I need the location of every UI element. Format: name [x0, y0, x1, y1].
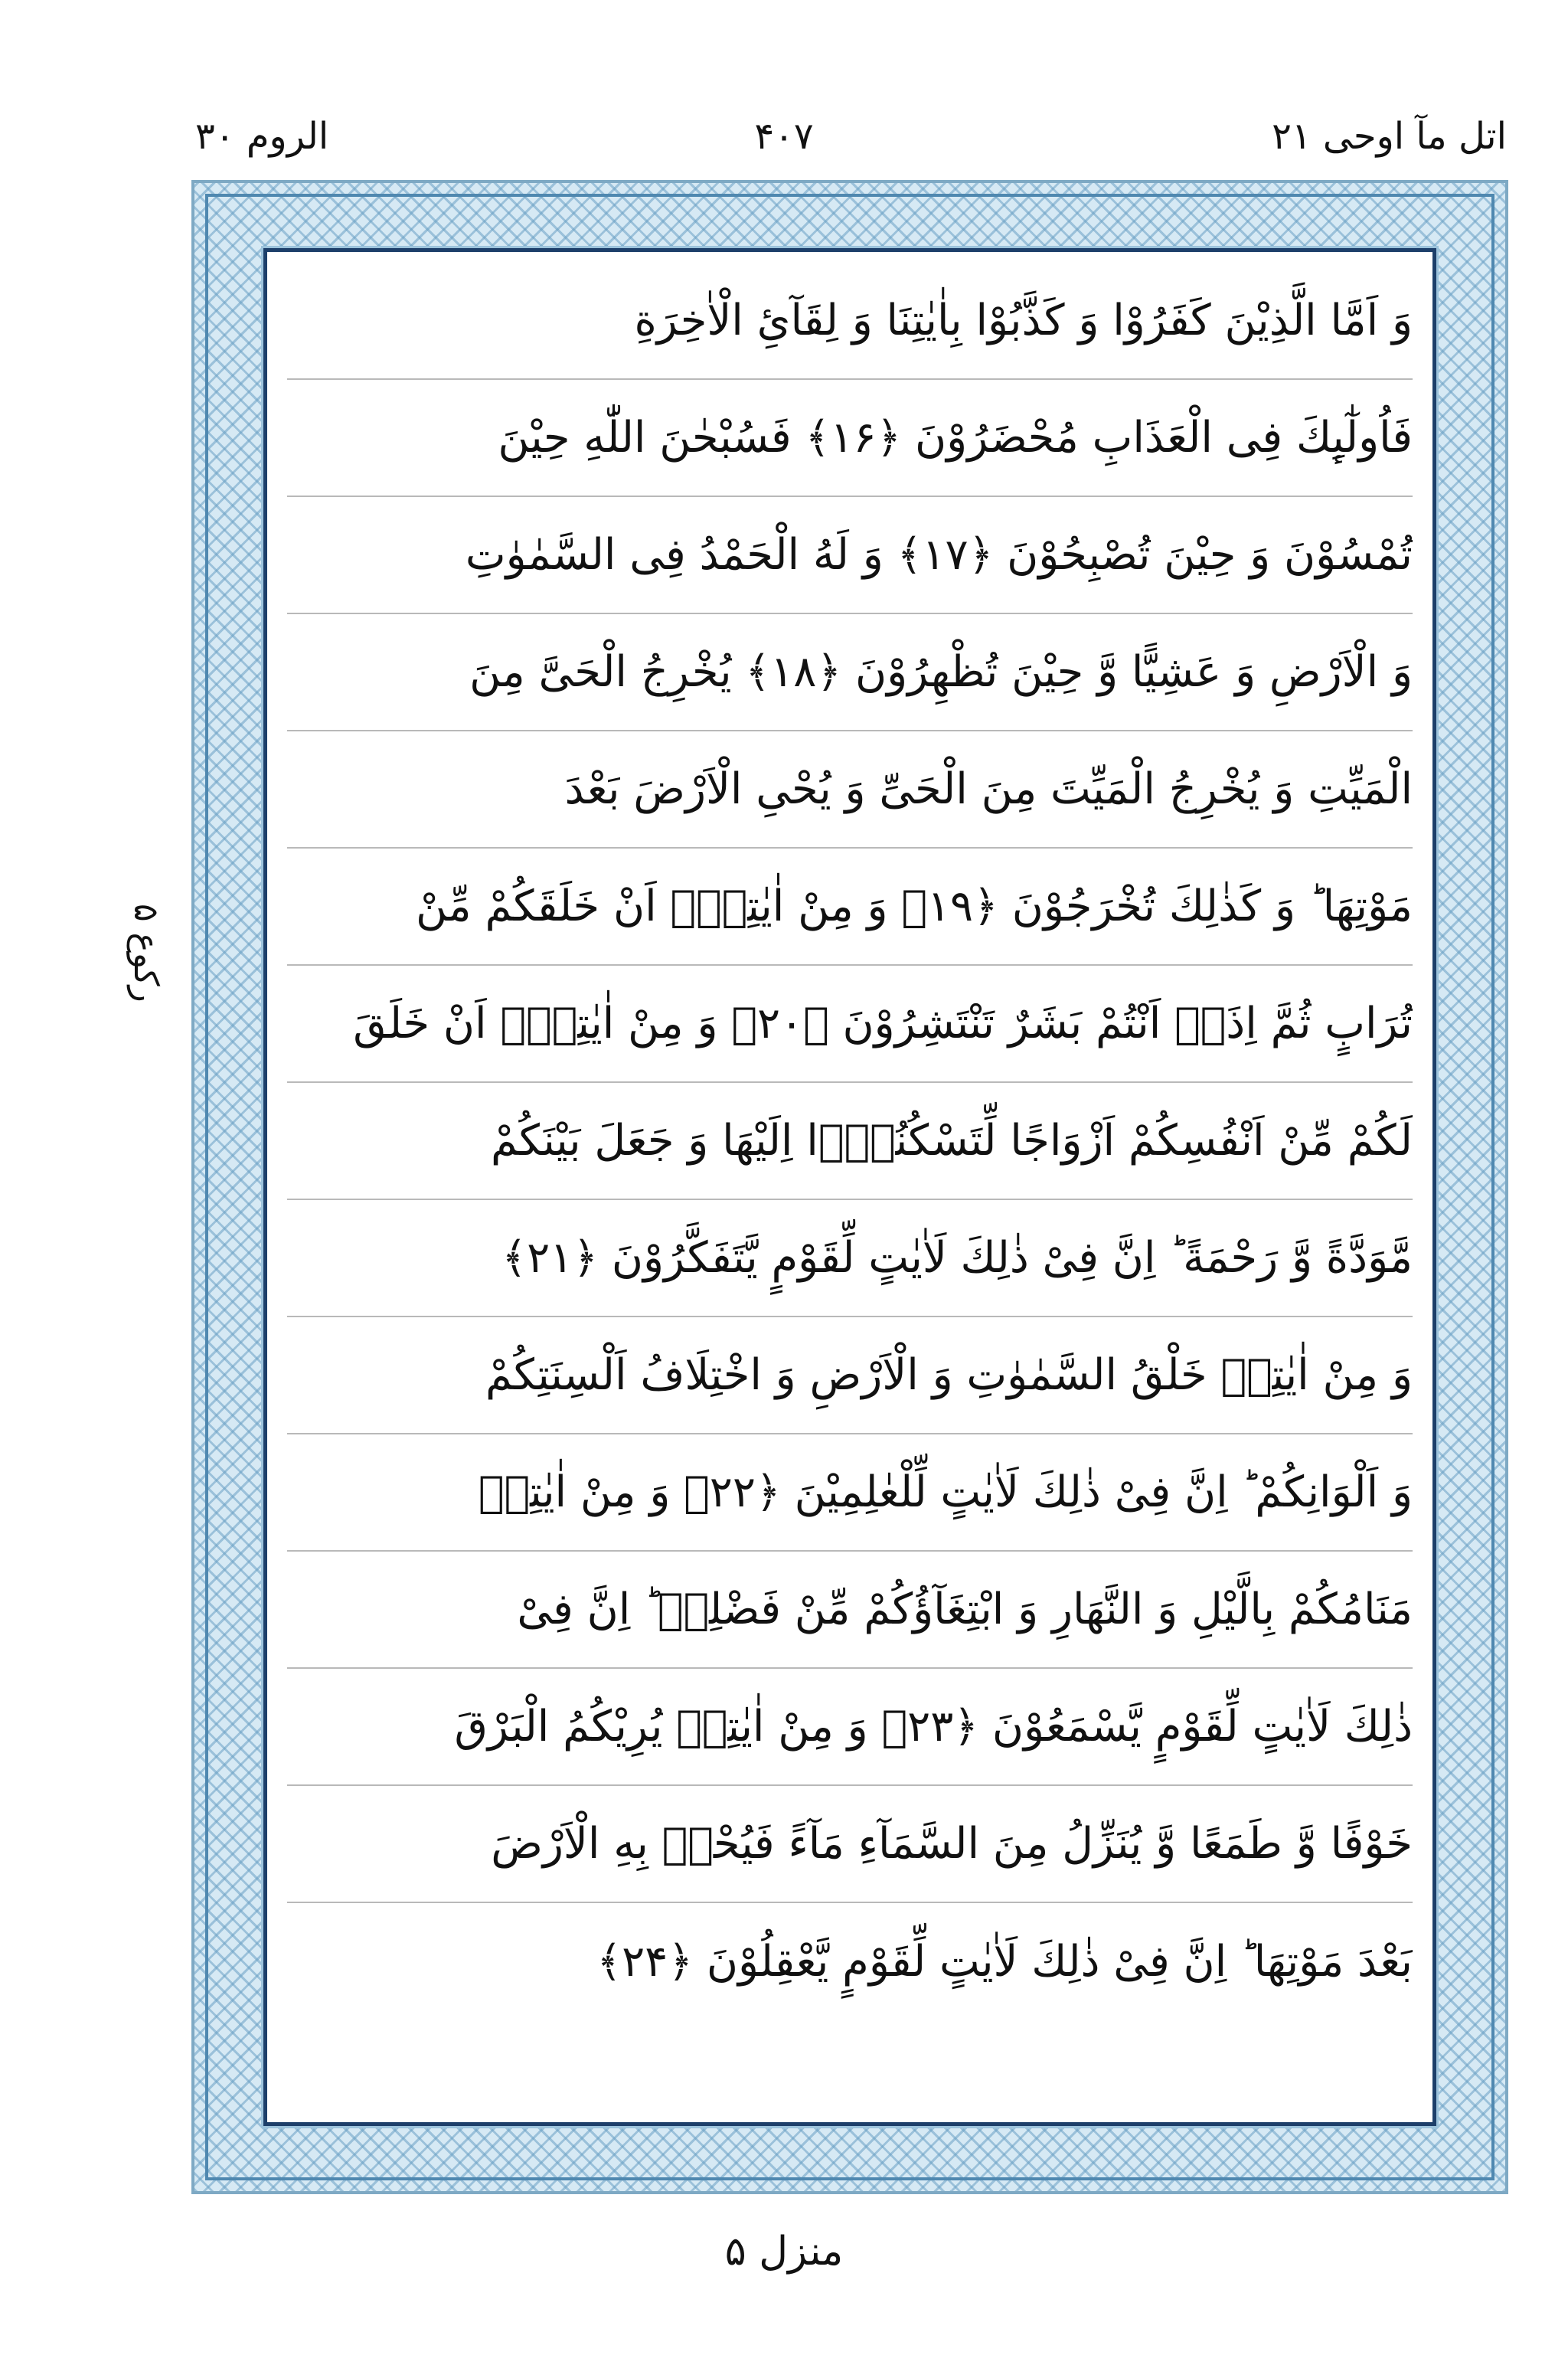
page-number: ۴۰۷ [754, 115, 814, 158]
juz-name: اتل مآ اوحی ۲۱ [1272, 115, 1507, 158]
ruku-marker: رکوع ۵ [126, 904, 165, 1003]
verse-line: خَوْفًا وَّ طَمَعًا وَّ یُنَزِّلُ مِنَ السَّمَآءِ مَآءً فَیُحْیٖ بِهِ الْاَرْضَ [287, 1786, 1413, 1903]
verse-line: تُرَابٍ ثُمَّ اِذَاۤ اَنْتُمْ بَشَرٌ تَنْتَشِرُوْنَ ﴿۲۰﴾ وَ مِنْ اٰیٰتِهٖۤ اَنْ خَلَقَ [287, 966, 1413, 1083]
verse-line: مَنَامُكُمْ بِالَّیْلِ وَ النَّهَارِ وَ ابْتِغَآؤُكُمْ مِّنْ فَضْلِهٖ ؕ اِنَّ فِیْ [287, 1552, 1413, 1669]
surah-name: الروم ۳۰ [195, 115, 329, 158]
verse-line: ذٰلِكَ لَاٰیٰتٍ لِّقَوْمٍ یَّسْمَعُوْنَ ﴿۲۳﴾ وَ مِنْ اٰیٰتِهٖ یُرِیْكُمُ الْبَرْقَ [287, 1669, 1413, 1786]
verse-line: وَ اَمَّا الَّذِیْنَ كَفَرُوْا وَ كَذَّبُوْا بِاٰیٰتِنَا وَ لِقَآئِ الْاٰخِرَةِ [287, 263, 1413, 380]
verse-line: مَّوَدَّةً وَّ رَحْمَةً ؕ اِنَّ فِیْ ذٰلِكَ لَاٰیٰتٍ لِّقَوْمٍ یَّتَفَكَّرُوْنَ ﴿۲۱﴾ [287, 1200, 1413, 1317]
verse-line: مَوْتِهَا ؕ وَ كَذٰلِكَ تُخْرَجُوْنَ ﴿۱۹﴾ وَ مِنْ اٰیٰتِهٖۤ اَنْ خَلَقَكُمْ مِّنْ [287, 849, 1413, 966]
verse-line: تُمْسُوْنَ وَ حِیْنَ تُصْبِحُوْنَ ﴿۱۷﴾ وَ لَهُ الْحَمْدُ فِی السَّمٰوٰتِ [287, 497, 1413, 614]
verse-line: الْمَیِّتِ وَ یُخْرِجُ الْمَیِّتَ مِنَ الْحَیِّ وَ یُحْیِ الْاَرْضَ بَعْدَ [287, 731, 1413, 849]
verse-line: بَعْدَ مَوْتِهَا ؕ اِنَّ فِیْ ذٰلِكَ لَاٰیٰتٍ لِّقَوْمٍ یَّعْقِلُوْنَ ﴿۲۴﴾ [596, 1936, 1413, 1987]
verse-line: لَكُمْ مِّنْ اَنْفُسِكُمْ اَزْوَاجًا لِّتَسْكُنُوْۤا اِلَیْهَا وَ جَعَلَ بَیْنَكُمْ [287, 1083, 1413, 1200]
quran-text-panel [263, 248, 1436, 2126]
verse-line: فَاُولٰٓىِٕكَ فِی الْعَذَابِ مُحْضَرُوْنَ ﴿۱۶﴾ فَسُبْحٰنَ اللّٰهِ حِیْنَ [287, 380, 1413, 497]
verse-line: وَ الْاَرْضِ وَ عَشِیًّا وَّ حِیْنَ تُظْهِرُوْنَ ﴿۱۸﴾ یُخْرِجُ الْحَیَّ مِنَ [287, 614, 1413, 731]
verse-line: وَ اَلْوَانِكُمْ ؕ اِنَّ فِیْ ذٰلِكَ لَاٰیٰتٍ لِّلْعٰلِمِیْنَ ﴿۲۲﴾ وَ مِنْ اٰیٰتِهٖ [287, 1434, 1413, 1552]
decorative-border [191, 180, 1508, 2194]
manzil-label: منزل ۵ [724, 2229, 844, 2275]
verse-line: وَ مِنْ اٰیٰتِهٖ خَلْقُ السَّمٰوٰتِ وَ الْاَرْضِ وَ اخْتِلَافُ اَلْسِنَتِكُمْ [287, 1317, 1413, 1434]
